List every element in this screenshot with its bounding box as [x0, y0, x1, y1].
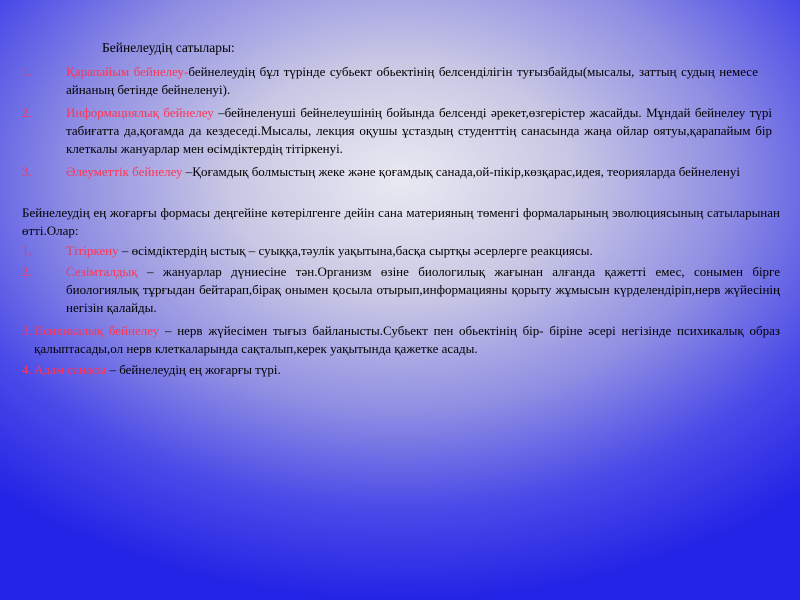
list2-item4-text: – бейнелеудің ең жоғарғы түрі. — [106, 362, 281, 377]
intro-text: Бейнелеудің ең жоғарғы формасы деңгейіне көтерілгенге дейін сана материяның төменгі формаларының эволюциясының сатыларынан өтті.Олар: — [22, 205, 780, 238]
list2-item1-text: – өсімдіктердің ыстық – суыққа,тәулік уақытына,басқа сыртқы әсерлерге реакциясы. — [118, 243, 593, 258]
intro-paragraph — [22, 204, 780, 240]
list1-item2-term: Информациялық бейнелеу — [66, 105, 214, 120]
slide-title: Бейнелеудің сатылары: — [102, 40, 235, 55]
list1-item3-term: Әлеуметтік бейнелеу — [66, 164, 183, 179]
list1-item3-text: –Қоғамдық болмыстың жеке және қоғамдық санада,ой-пікір,көзқарас,идея, теорияларда бейнеленуі — [182, 164, 740, 179]
list2-item3-term: Психикалық бейнелеу — [34, 323, 160, 338]
list1-item3 — [66, 163, 758, 181]
list2-item3-marker: 3. — [22, 323, 32, 338]
list1-item1-marker: 1. — [22, 64, 32, 79]
list1-item3-marker: 3. — [22, 164, 32, 179]
list1-item2-text: –бейнеленуші бейнелеушінің бойында белсенді әрекет,өзгерістер жасайды. Мұндай бейнелеу түрі табиғатта да,қоғамда да кездеседі.Мысалы, лекция оқушы ұстаздың студенттің санасында жаңа ойлар оятуы,қарапайым бір клеткалы жануарлар мен өсімдіктердің тітіркенуі. — [66, 105, 772, 156]
list2-item3 — [34, 322, 780, 358]
list2-item1 — [66, 242, 780, 260]
list2-item2-marker: 2. — [22, 264, 32, 279]
list2-item1-marker: 1. — [22, 243, 32, 258]
list2-item2-text: – жануарлар дүниесіне тән.Организм өзіне биологилық жағынан алғанда қажетті емес, сонымен бірге биологиялық тұрғыдан бейтарап,бірақ онымен қосыла отырып,информацияны қорыту жұмысын күрделендіріп,нерв жүйесінің негізін қалайды. — [66, 264, 780, 315]
list1-item2-marker: 2. — [22, 105, 32, 120]
list1-item1 — [66, 63, 758, 99]
list2-item2-term: Сезімталдық — [66, 264, 138, 279]
list2-item4-marker: 4. — [22, 362, 32, 377]
list2-item4 — [34, 361, 780, 379]
list1-item1-term: Қарапайым бейнелеу- — [66, 64, 189, 79]
list1-item1-text: бейнелеудің бұл түрінде субьект обьектінің белсенділігін туғызбайды(мысалы, заттың судың немесе айнаның бетінде бейнеленуі). — [66, 64, 758, 97]
list2-item4-term: Адам санасы — [34, 362, 107, 377]
list2-item3-text: – нерв жүйесімен тығыз байланысты.Субьект пен обьектінің бір- біріне әсері негізінде психикалық образ қалыптасады,ол нерв клеткаларында сақталып,керек уақытында қажетке асады. — [34, 323, 780, 356]
list2-item2 — [66, 263, 780, 317]
list2-item1-term: Тітіркену — [66, 243, 119, 258]
list1-item2 — [66, 104, 772, 158]
